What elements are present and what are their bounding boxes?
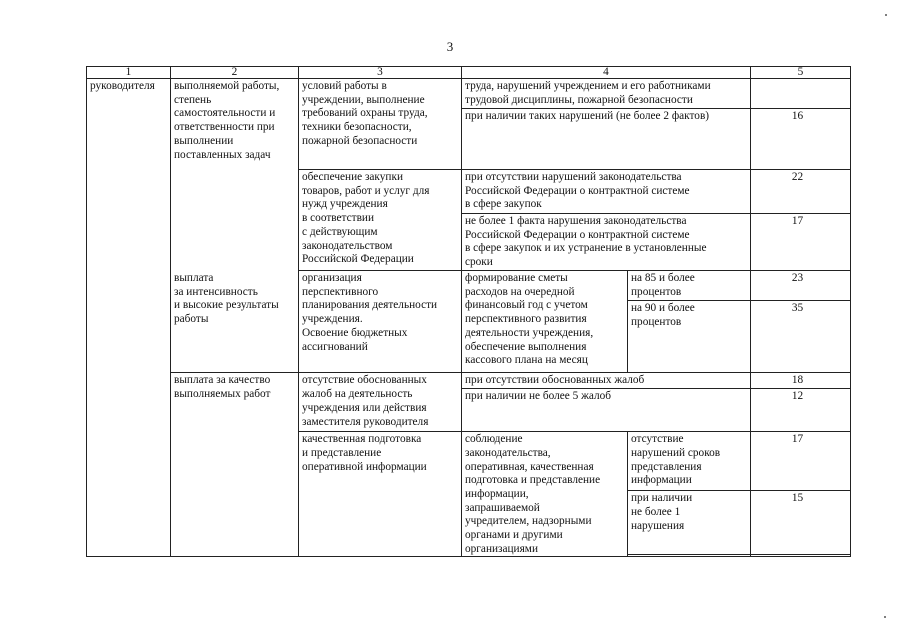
criterion-cell: формирование сметы расходов на очередной финансовый год с учетом перспективного развития деятельности учреждения, обеспечение выполнения кассового плана на месяц — [462, 271, 628, 373]
points-cell — [751, 535, 851, 555]
threshold-cell — [628, 555, 751, 557]
criterion-cell: при отсутствии обоснованных жалоб — [462, 373, 751, 389]
criterion-cell: труда, нарушений учреждением и его работниками трудовой дисциплины, пожарной безопасности — [462, 79, 751, 109]
points-cell: 23 — [751, 271, 851, 301]
criterion-cell: соблюдение законодательства, оперативная, качественная подготовка и представление информации, запрашиваемой учредителем, надзорными органами и другими организациями — [462, 432, 628, 557]
points-cell — [751, 79, 851, 109]
points-cell — [751, 555, 851, 557]
threshold-cell: при наличии не более 1 нарушения — [628, 491, 751, 535]
indicator-cell: качественная подготовка и представление оперативной информации — [299, 432, 462, 557]
table-row — [87, 79, 851, 109]
points-cell: 16 — [751, 109, 851, 170]
indicator-cell: отсутствие обоснованных жалоб на деятельность учреждения или действия заместителя руководителя — [299, 373, 462, 432]
header-row — [87, 67, 851, 79]
threshold-cell — [628, 535, 751, 555]
page-number: 3 — [446, 39, 454, 54]
threshold-cell: на 90 и более процентов — [628, 301, 751, 330]
scan-speck — [884, 616, 886, 618]
points-cell: 12 — [751, 389, 851, 432]
payment-type-cell: выполняемой работы, степень самостоятельности и ответственности при выполнении поставленных задач — [171, 79, 299, 271]
threshold-cell: на 85 и более процентов — [628, 271, 751, 301]
points-cell: 17 — [751, 214, 851, 271]
points-cell — [751, 330, 851, 373]
points-cell: 22 — [751, 170, 851, 214]
criteria-table — [86, 66, 851, 557]
table-row — [87, 373, 851, 389]
indicator-cell: организация перспективного планирования деятельности учреждения. Освоение бюджетных ассигнований — [299, 271, 462, 373]
indicator-cell: обеспечение закупки товаров, работ и услуг для нужд учреждения в соответствии с действующим законодательством Российской Федерации — [299, 170, 462, 271]
scan-speck — [885, 14, 887, 16]
points-cell: 15 — [751, 491, 851, 535]
criterion-cell: при наличии таких нарушений (не более 2 фактов) — [462, 109, 751, 170]
position-cell: руководителя — [87, 79, 171, 557]
column-header: 5 — [751, 67, 851, 79]
indicator-cell: условий работы в учреждении, выполнение требований охраны труда, техники безопасности, пожарной безопасности — [299, 79, 462, 170]
payment-type-cell: выплата за интенсивность и высокие результаты работы — [171, 271, 299, 373]
payment-type-cell: выплата за качество выполняемых работ — [171, 373, 299, 557]
criterion-cell: при отсутствии нарушений законодательства Российской Федерации о контрактной системе в сфере закупок — [462, 170, 751, 214]
table-row — [87, 271, 851, 301]
column-header: 1 — [87, 67, 171, 79]
points-cell: 17 — [751, 432, 851, 491]
column-header: 3 — [299, 67, 462, 79]
threshold-cell — [628, 330, 751, 373]
points-cell: 18 — [751, 373, 851, 389]
criterion-cell: не более 1 факта нарушения законодательства Российской Федерации о контрактной системе в сфере закупок и их устранение в установленные сроки — [462, 214, 751, 271]
criterion-cell: при наличии не более 5 жалоб — [462, 389, 751, 432]
column-header: 2 — [171, 67, 299, 79]
threshold-cell: отсутствие нарушений сроков представления информации — [628, 432, 751, 491]
column-header: 4 — [462, 67, 751, 79]
points-cell: 35 — [751, 301, 851, 330]
